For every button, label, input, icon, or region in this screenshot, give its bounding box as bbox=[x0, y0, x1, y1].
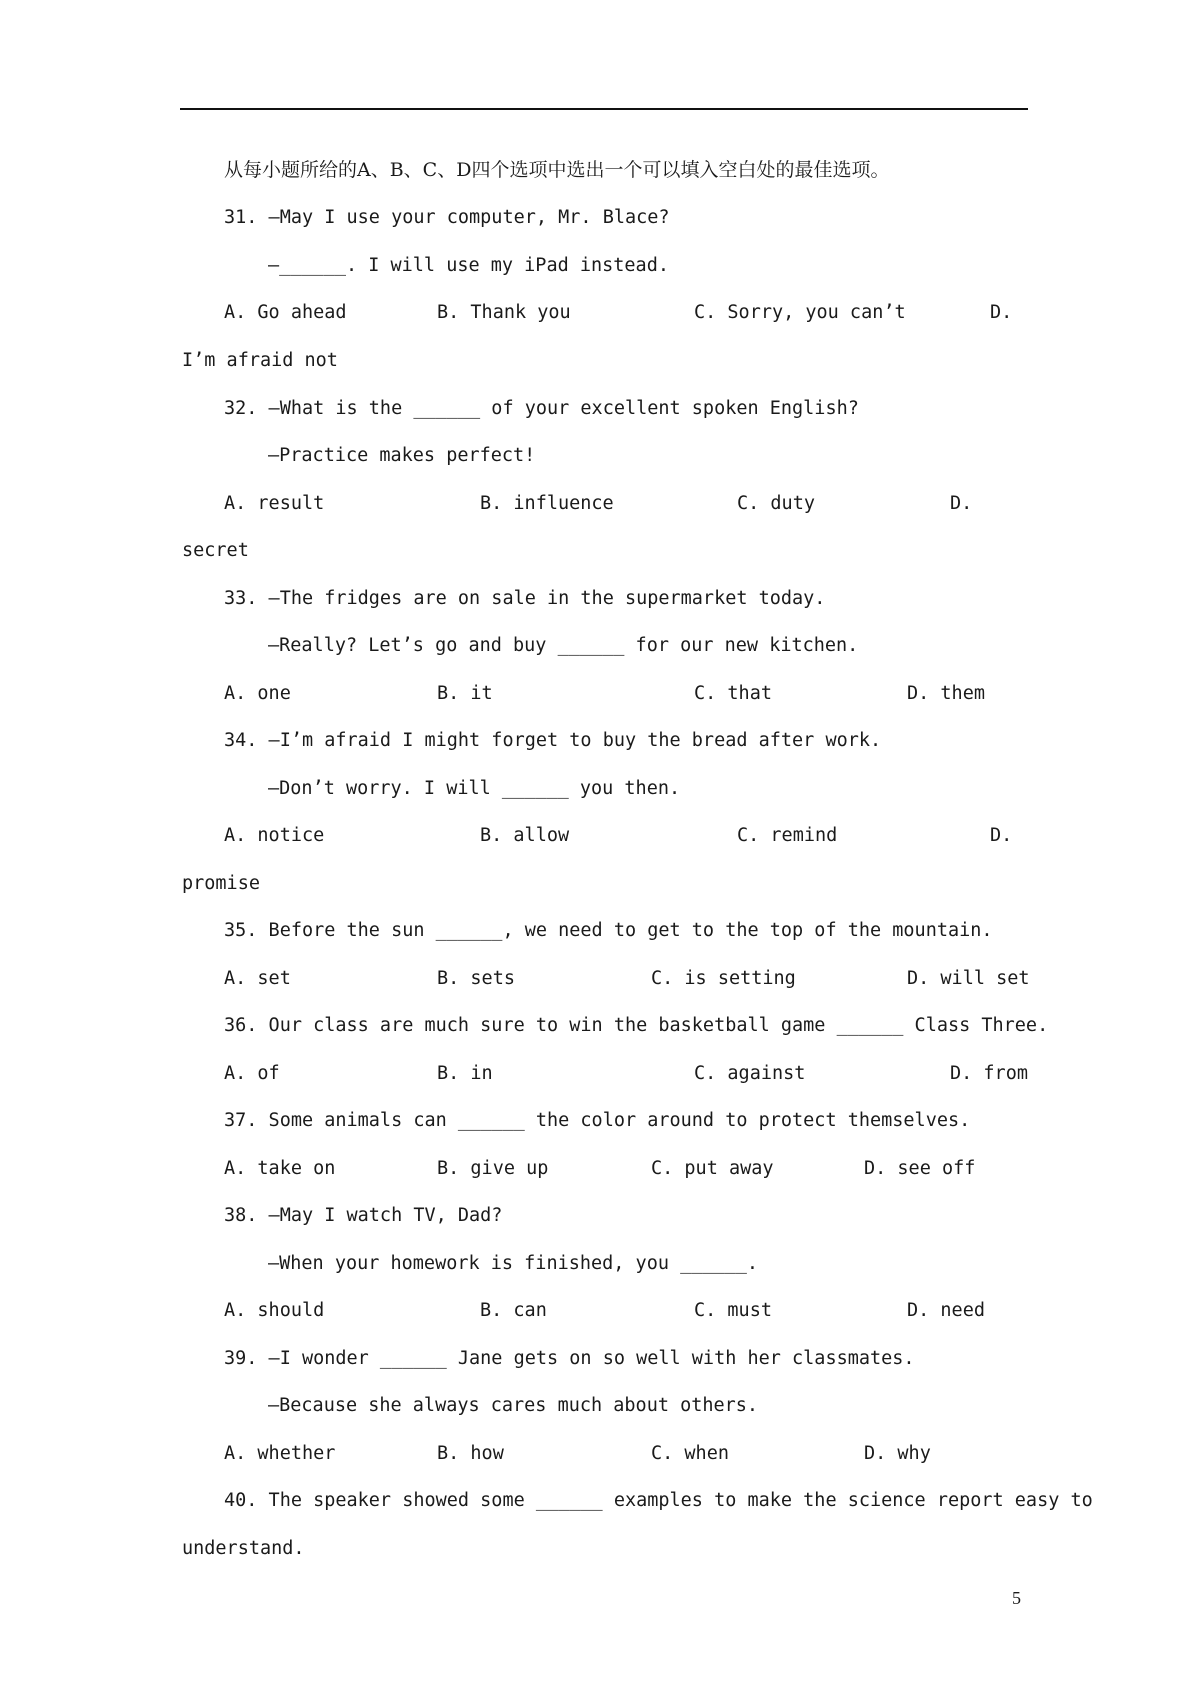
q32-reply: —Practice makes perfect! bbox=[268, 445, 536, 466]
q34-option-c: C. remind bbox=[737, 825, 838, 846]
q38-stem: 38. —May I watch TV, Dad? bbox=[224, 1205, 503, 1226]
q38-option-b: B. can bbox=[480, 1300, 547, 1321]
q36-option-d: D. from bbox=[950, 1063, 1028, 1084]
q38-option-d: D. need bbox=[907, 1300, 985, 1321]
q34-option-d-text: promise bbox=[182, 873, 260, 894]
q33-option-d: D. them bbox=[907, 683, 985, 704]
q39-reply: —Because she always cares much about others. bbox=[268, 1395, 759, 1416]
q39-option-a: A. whether bbox=[224, 1443, 336, 1464]
q39-stem: 39. —I wonder ______ Jane gets on so well with her classmates. bbox=[224, 1348, 915, 1369]
q35-option-d: D. will set bbox=[907, 968, 1030, 989]
q32-option-d: D. bbox=[950, 493, 973, 514]
q32-option-c: C. duty bbox=[737, 493, 815, 514]
q32-option-b: B. influence bbox=[480, 493, 614, 514]
q33-option-b: B. it bbox=[437, 683, 493, 704]
q40-stem-wrap: understand. bbox=[182, 1538, 305, 1559]
q34-option-d: D. bbox=[990, 825, 1013, 846]
q34-option-b: B. allow bbox=[480, 825, 570, 846]
q37-option-d: D. see off bbox=[864, 1158, 976, 1179]
q32-stem: 32. —What is the ______ of your excellent spoken English? bbox=[224, 398, 859, 419]
q34-option-a: A. notice bbox=[224, 825, 325, 846]
q37-option-b: B. give up bbox=[437, 1158, 549, 1179]
q39-option-d: D. why bbox=[864, 1443, 931, 1464]
q34-reply: —Don’t worry. I will ______ you then. bbox=[268, 778, 681, 799]
q33-stem: 33. —The fridges are on sale in the supermarket today. bbox=[224, 588, 826, 609]
q31-stem: 31. —May I use your computer, Mr. Blace? bbox=[224, 207, 670, 228]
q39-option-c: C. when bbox=[651, 1443, 729, 1464]
q38-option-c: C. must bbox=[694, 1300, 772, 1321]
q31-option-d: D. bbox=[990, 302, 1013, 323]
q33-reply: —Really? Let’s go and buy ______ for our new kitchen. bbox=[268, 635, 859, 656]
q34-stem: 34. —I’m afraid I might forget to buy the bread after work. bbox=[224, 730, 882, 751]
q37-option-a: A. take on bbox=[224, 1158, 336, 1179]
q33-option-c: C. that bbox=[694, 683, 772, 704]
q31-option-c: C. Sorry, you can’t bbox=[694, 302, 906, 323]
q36-option-c: C. against bbox=[694, 1063, 806, 1084]
instruction-text: 从每小题所给的A、B、C、D四个选项中选出一个可以填入空白处的最佳选项。 bbox=[224, 159, 890, 181]
q38-option-a: A. should bbox=[224, 1300, 325, 1321]
q40-stem: 40. The speaker showed some ______ examples to make the science report easy to bbox=[224, 1490, 1093, 1511]
q33-option-a: A. one bbox=[224, 683, 291, 704]
q37-option-c: C. put away bbox=[651, 1158, 774, 1179]
q35-option-a: A. set bbox=[224, 968, 291, 989]
q31-reply: —______. I will use my iPad instead. bbox=[268, 255, 669, 276]
q35-option-b: B. sets bbox=[437, 968, 515, 989]
q31-option-b: B. Thank you bbox=[437, 302, 571, 323]
q36-stem: 36. Our class are much sure to win the basketball game ______ Class Three. bbox=[224, 1015, 1049, 1036]
q35-stem: 35. Before the sun ______, we need to get to the top of the mountain. bbox=[224, 920, 993, 941]
q36-option-a: A. of bbox=[224, 1063, 280, 1084]
q32-option-a: A. result bbox=[224, 493, 325, 514]
page-number: 5 bbox=[1012, 1588, 1021, 1608]
q37-stem: 37. Some animals can ______ the color around to protect themselves. bbox=[224, 1110, 971, 1131]
q32-option-d-text: secret bbox=[182, 540, 249, 561]
q35-option-c: C. is setting bbox=[651, 968, 796, 989]
q31-option-d-text: I’m afraid not bbox=[182, 350, 338, 371]
q36-option-b: B. in bbox=[437, 1063, 493, 1084]
q31-option-a: A. Go ahead bbox=[224, 302, 347, 323]
q38-reply: —When your homework is finished, you ______. bbox=[268, 1253, 759, 1274]
q39-option-b: B. how bbox=[437, 1443, 504, 1464]
header-rule bbox=[180, 108, 1028, 110]
